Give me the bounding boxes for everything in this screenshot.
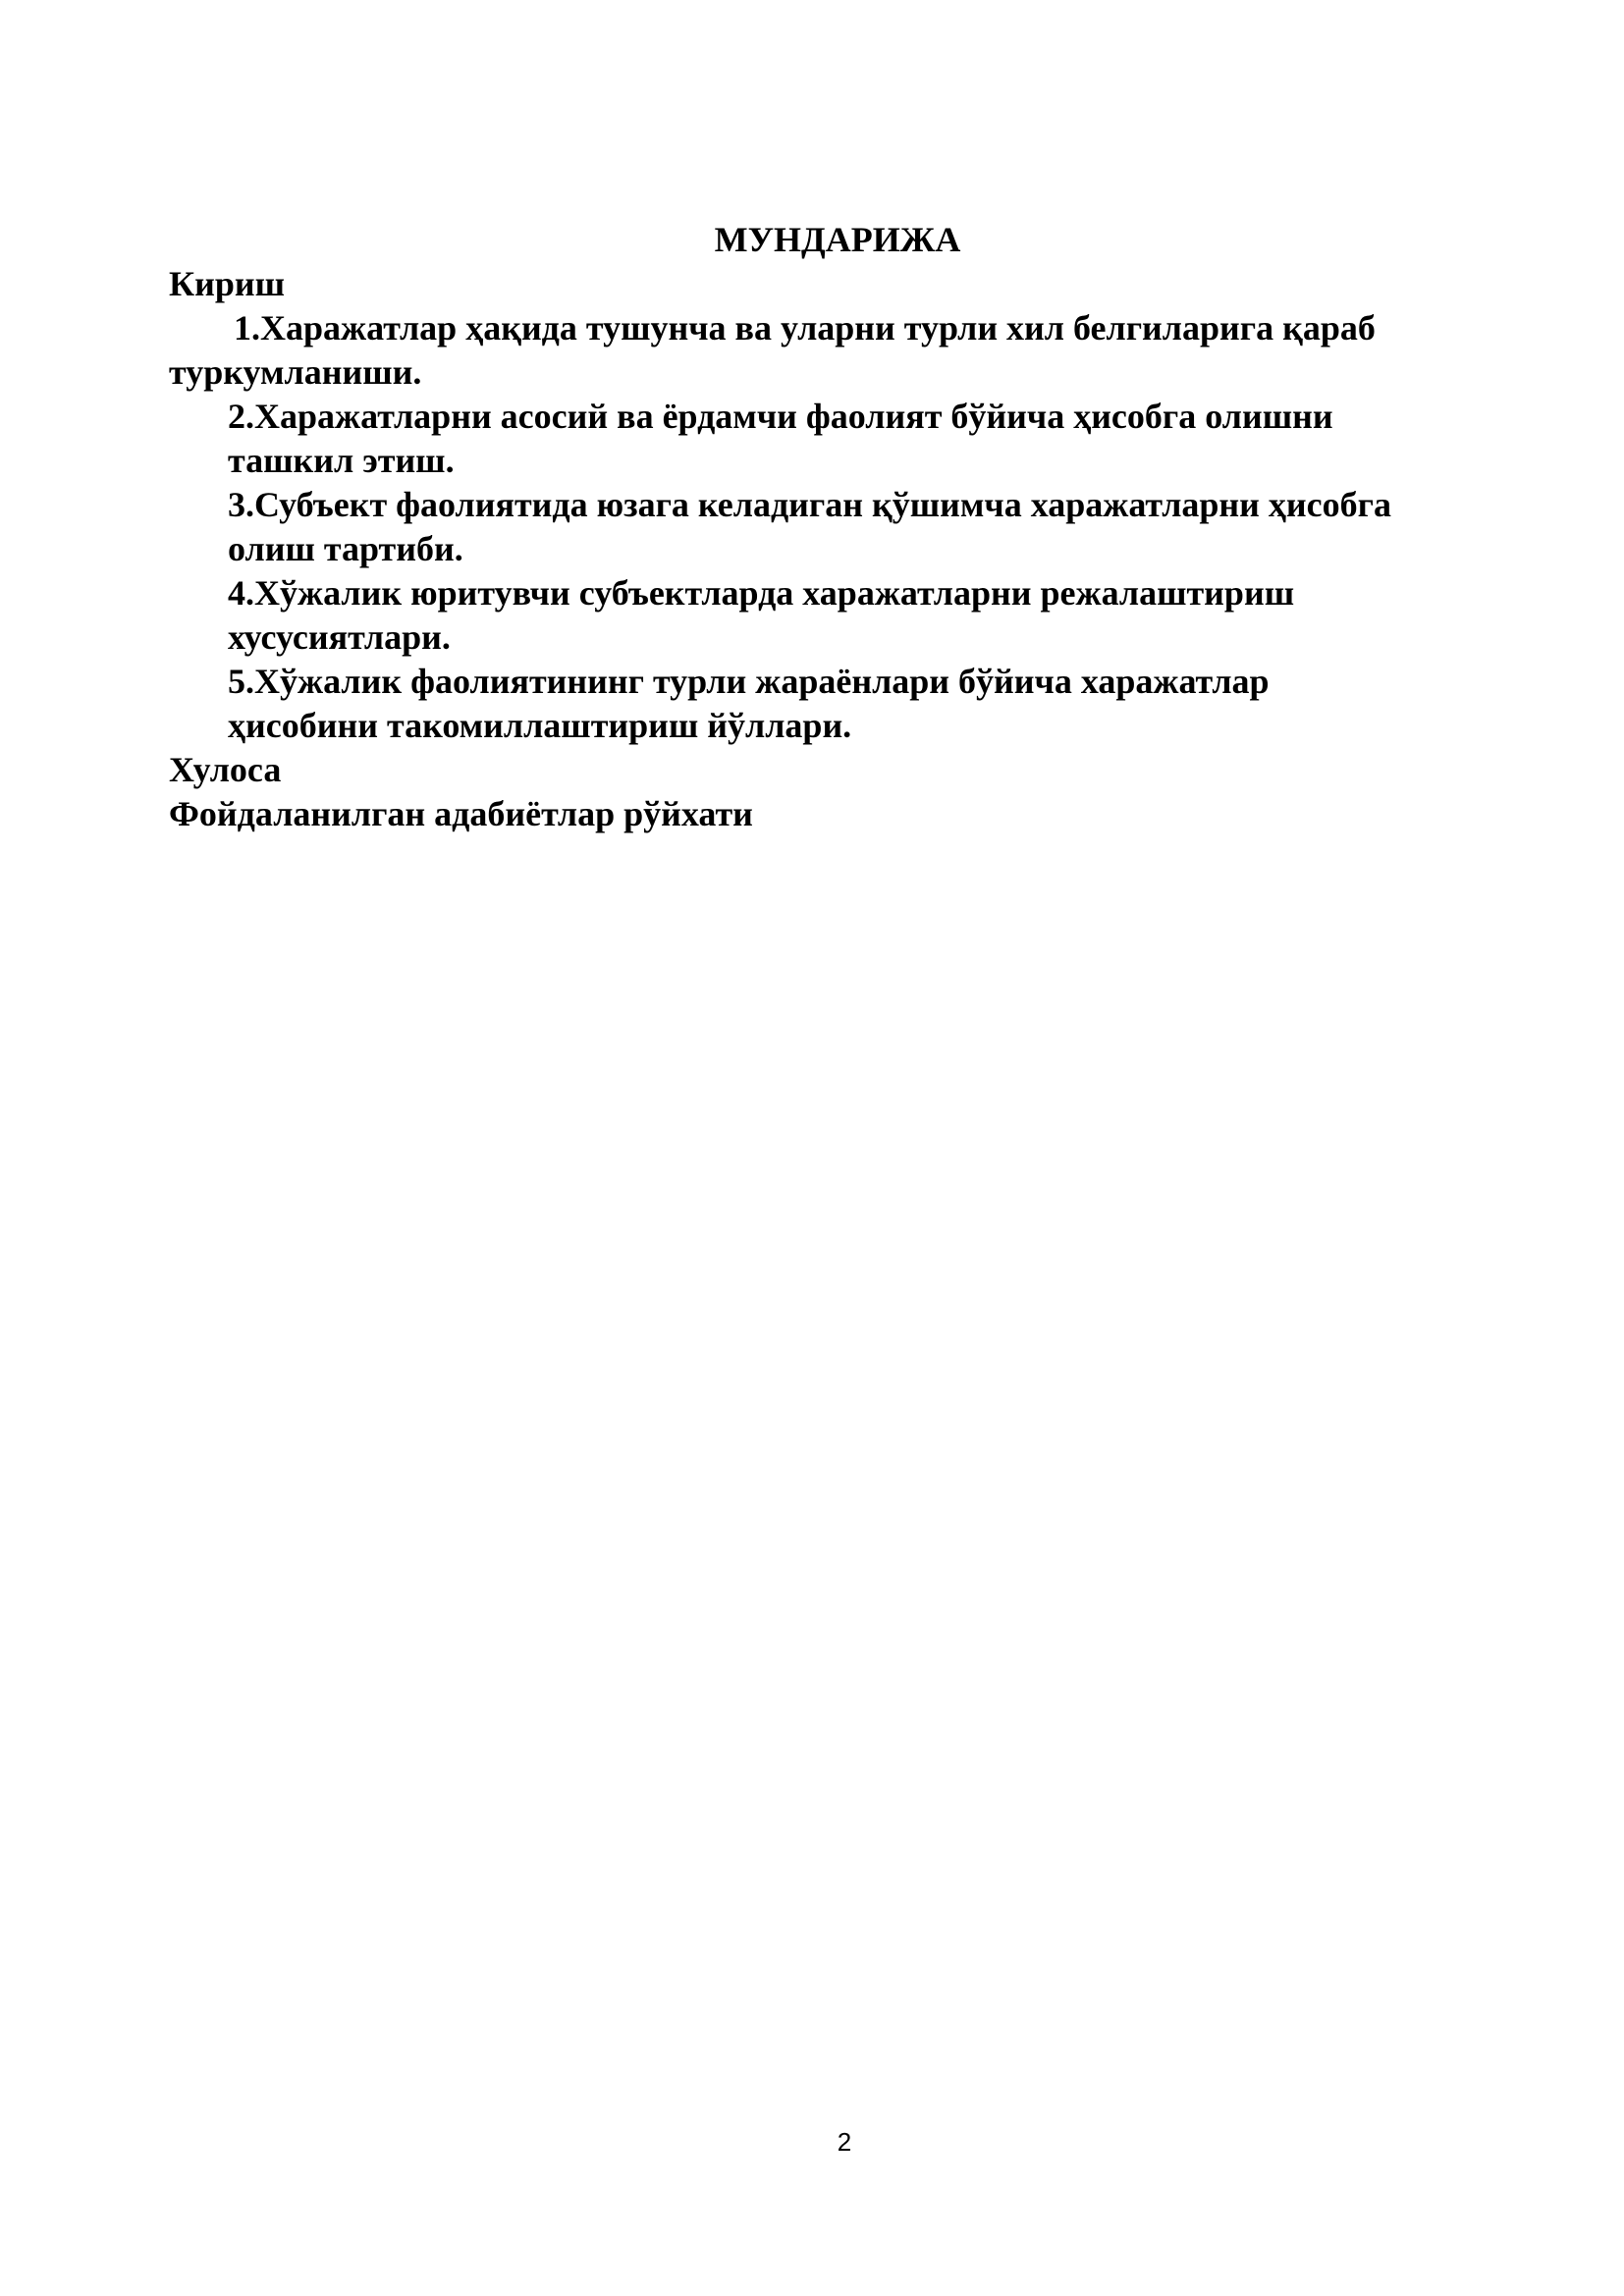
toc-entry-2-line-2: ташкил этиш. xyxy=(228,441,455,480)
toc-entry-1-line-2: туркумланиши. xyxy=(169,352,422,392)
toc-entry-3-line-2: олиш тартиби. xyxy=(228,529,463,568)
toc-entry-4-line-2: хусусиятлари. xyxy=(228,617,451,657)
toc-entry-2-line-1: 2.Харажатларни асосий ва ёрдамчи фаолият бўйича ҳисобга олишни xyxy=(228,397,1333,436)
table-of-contents xyxy=(169,218,1543,836)
toc-entry-5-line-1: 5.Хўжалик фаолиятининг турли жараёнлари бўйича харажатлар xyxy=(228,662,1270,701)
toc-entry-1-line-1: 1.Харажатлар ҳақида тушунча ва уларни турли хил белгиларига қараб xyxy=(234,308,1376,347)
toc-entry-4-line-1: 4.Хўжалик юритувчи субъектларда харажатларни режалаштириш xyxy=(228,573,1295,613)
toc-entry-intro: Кириш xyxy=(169,264,286,303)
toc-entry-5-line-2: ҳисобини такомиллаштириш йўллари. xyxy=(228,706,852,745)
toc-entry-conclusion: Хулоса xyxy=(169,750,282,789)
toc-entry-references: Фойдаланилган адабиётлар рўйхати xyxy=(169,794,753,833)
toc-entry-3-line-1: 3.Субъект фаолиятида юзага келадиган қўшимча харажатларни ҳисобга xyxy=(228,485,1391,524)
page-number: 2 xyxy=(837,2127,852,2157)
toc-title: МУНДАРИЖА xyxy=(714,220,961,259)
